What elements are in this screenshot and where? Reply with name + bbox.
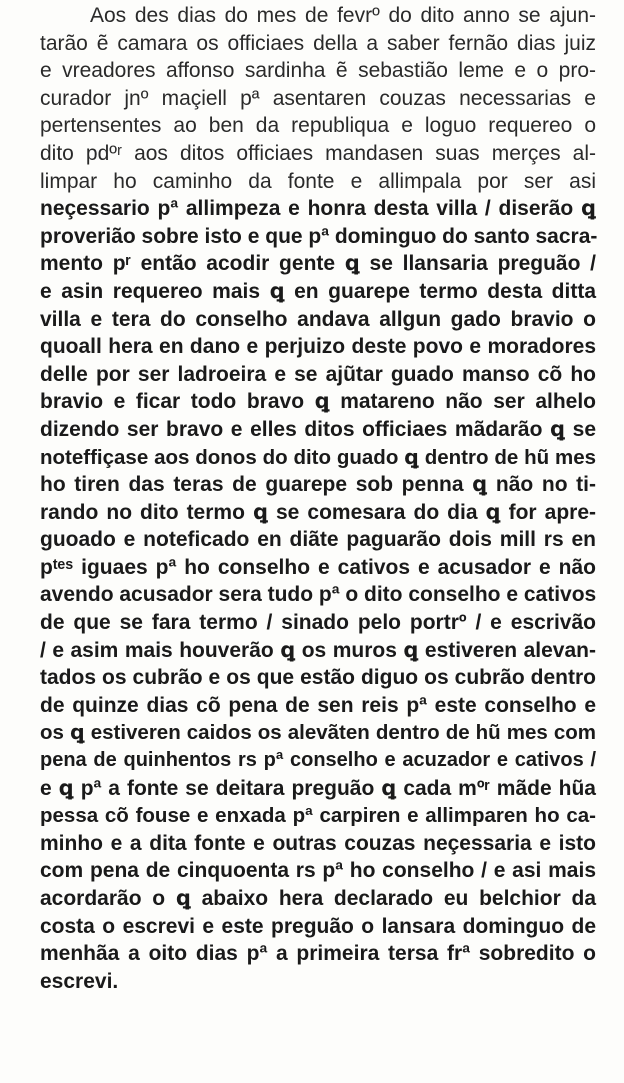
text-line: neçessario pª allimpeza e honra desta villa / diserão ꝗ (40, 197, 596, 221)
text-line: limpar ho caminho da fonte e allimpala por ser asi (40, 169, 596, 193)
text-line: rando no dito termo ꝗ se comesara do dia ꝗ for apre- (40, 500, 596, 524)
text-line: pertensentes ao ben da republiqua e loguo requereo o (40, 114, 596, 138)
text-line: e asin requereo mais ꝗ en guarepe termo desta ditta (40, 279, 596, 303)
text-line: acordarão o ꝗ abaixo hera declarado eu belchior da (40, 887, 596, 910)
text-line: escrevi. (40, 969, 119, 993)
text-line: os ꝗ estiveren caidos os alevãten dentro de hũ mes com (40, 721, 596, 745)
document-body-text (40, 2, 596, 995)
text-line: guoado e noteficado en diãte paguarão dois mill rs en (40, 528, 596, 552)
text-line: pᵗᵉˢ iguaes pª ho conselho e cativos e acusador e não (40, 555, 596, 579)
text-line: tarão ẽ camara os officiaes della a saber fernão dias juiz (40, 31, 596, 55)
text-line: tados os cubrão e os que estão diguo os cubrão dentro (40, 666, 596, 690)
text-line: Aos des dias do mes de fevrº do dito anno se ajun- (90, 4, 596, 27)
text-line: mento pʳ então acodir gente ꝗ se llansaria preguão / (40, 252, 596, 276)
text-line: e ꝗ pª a fonte se deitara preguão ꝗ cada mºʳ mãde hũa (40, 776, 596, 800)
text-line: delle por ser ladroeira e se ajũtar guado manso cõ ho (40, 362, 596, 386)
text-line: e vreadores affonso sardinha ẽ sebastião leme e o pro- (40, 59, 596, 83)
text-line: minho e a dita fonte e outras couzas neçessaria e isto (40, 831, 596, 855)
text-line: ho tiren das teras de guarepe sob penna ꝗ não no ti- (40, 473, 596, 497)
text-line: com pena de cinquoenta rs pª ho conselho / e asi mais (40, 859, 596, 883)
text-line: proverião sobre isto e que pª dominguo do santo sacra- (40, 224, 598, 248)
text-line: pessa cõ fouse e enxada pª carpiren e allimparen ho ca- (40, 804, 596, 828)
text-line: costa o escrevi e este preguão o lansara dominguo de (40, 914, 596, 938)
text-line: / e asim mais houverão ꝗ os muros ꝗ estiveren alevan- (40, 638, 596, 662)
text-line: quoall hera en dano e perjuizo deste povo e moradores (40, 335, 596, 359)
text-line: pena de quinhentos rs pª conselho e acuzador e cativos / (40, 749, 596, 772)
text-line: de que se fara termo / sinado pelo portrº / e escrivão (40, 611, 596, 635)
text-line: dito pdºʳ aos ditos officiaes mandasen suas merçes al- (40, 141, 596, 165)
text-line: bravio e ficar todo bravo ꝗ matareno não ser alhelo (40, 390, 596, 414)
text-line: curador jnº maçiell pª asentaren couzas necessarias e (40, 86, 596, 110)
text-line: dizendo ser bravo e elles ditos officiaes mãdarão ꝗ se (40, 417, 596, 441)
text-line: de quinze dias cõ pena de sen reis pª este conselho e (40, 693, 596, 717)
text-line: avendo acusador sera tudo pª o dito conselho e cativos (40, 583, 597, 607)
text-line: villa e tera do conselho andava allgun gado bravio o (40, 307, 596, 331)
text-line: noteffiçase aos donos do dito guado ꝗ dentro de hũ mes (40, 445, 596, 469)
text-line: menhãa a oito dias pª a primeira tersa frª sobredito o (40, 942, 596, 966)
